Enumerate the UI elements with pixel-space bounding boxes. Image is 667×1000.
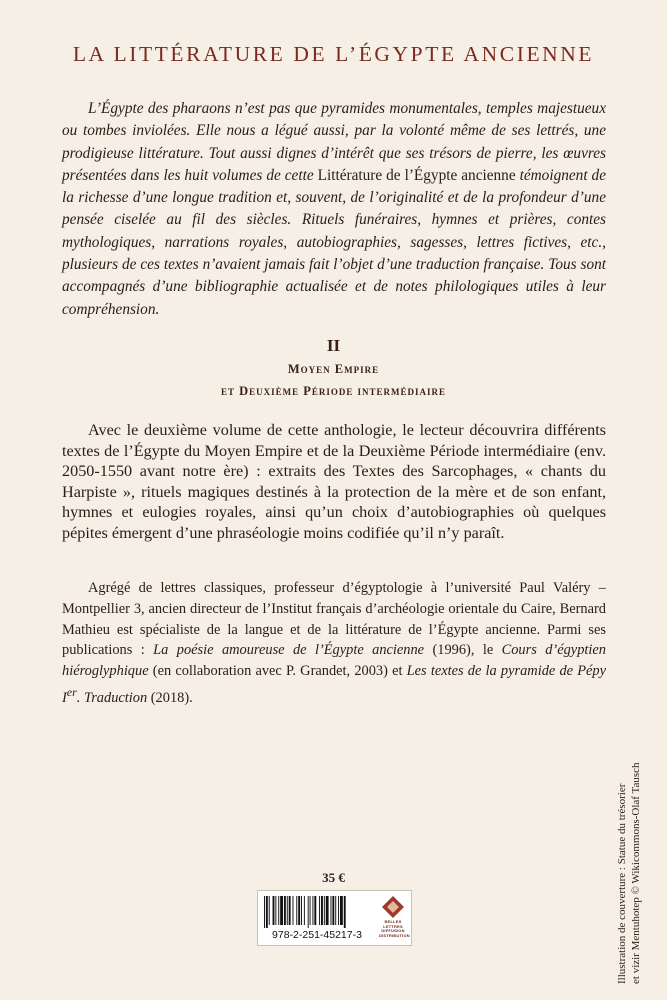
barcode-bar <box>301 896 302 925</box>
barcode-bar <box>321 896 323 925</box>
volume-number: II <box>326 336 341 355</box>
logo-line1: BELLES LETTRES <box>383 919 403 929</box>
isbn-number: 978-2-251-45217-3 <box>272 929 362 941</box>
volume-subtitle-line2: et Deuxième Période intermédiaire <box>220 384 447 398</box>
barcode-bar <box>264 896 265 928</box>
credit-line2: et vizir Mentuhotep © Wikicommons-Olaf Tausch <box>630 762 642 984</box>
barcode-bar <box>335 896 336 925</box>
barcode-bar <box>293 896 294 925</box>
barcode-bar <box>331 896 332 925</box>
barcode-bar <box>304 896 305 925</box>
barcode-bar <box>296 896 297 925</box>
barcode-bar <box>289 896 291 925</box>
barcode-bar <box>344 896 346 928</box>
barcode-bar <box>266 896 268 928</box>
bio-book2: Cours d’égyptien hiéroglyphique <box>62 642 606 680</box>
barcode-bar <box>278 896 279 925</box>
barcode-bar <box>319 896 320 925</box>
credit-line1: Illustration de couverture : Statue du trésorier <box>616 783 628 984</box>
barcode-bar <box>273 896 275 925</box>
barcode-bar <box>298 896 300 925</box>
intro-text-part2: témoignent de la richesse d’une longue tradition et, souvent, de l’originalité et de la profondeur d’une pensée ciselée au fil des siècles. Rituels funéraires, hymnes et prières, contes mythologiques, narrations royales, autobiographies, sagesses, lettres fictives, etc., plusieurs de ces textes n’avaient jamais fait l’objet d’une traduction française. Tous sont accompagnés d’une bibliographie actualisée et de notes philologiques utiles à leur compréhension. <box>62 166 606 318</box>
barcode-bar <box>326 896 329 925</box>
author-bio <box>62 578 606 709</box>
barcode-bar <box>287 896 288 925</box>
intro-title-reference: Littérature de l’Égypte ancienne <box>317 166 516 184</box>
logo-line3: DISTRIBUTION <box>379 932 410 938</box>
intro-text-part1: L’Égypte des pharaons n’est pas que pyramides monumentales, temples majestueux ou tombes inviolées. Elle nous a légué aussi, par la volonté même de ses lettrés, une prodigieuse littérature. Tout aussi dignes d’intérêt que ses trésors de pierre, les œuvres présentées dans les huit volumes de cette <box>62 100 606 184</box>
barcode-bar <box>338 896 339 925</box>
bio-after-book3: (2018). <box>147 689 193 706</box>
barcode-bar <box>280 896 283 925</box>
bio-after-book2: (en collaboration avec P. Grandet, 2003) et <box>148 663 407 680</box>
logo-line2: DIFFUSION <box>381 928 405 934</box>
bio-intro: Agrégé de lettres classiques, professeur d’égyptologie à l’université Paul Valéry – Montpellier 3, ancien directeur de l’Institut français d’archéologie orientale du Caire, Bernard Mathieu est spécialiste de la langue et de la littérature de l’Égypte ancienne. Parmi ses publications : <box>62 580 606 659</box>
bio-after-book1: (1996), le <box>424 642 502 659</box>
barcode-bar <box>312 896 313 925</box>
barcode-bar <box>324 896 325 925</box>
barcode-bar <box>308 896 309 928</box>
bio-book3-main: Les textes de la pyramide de Pépy I <box>62 663 606 706</box>
barcode-bar <box>340 896 343 925</box>
barcode-bar <box>284 896 286 925</box>
publisher-logo-text <box>379 919 410 938</box>
bio-book3-end: . Traduction <box>76 689 148 706</box>
bio-book1: La poésie amoureuse de l’Égypte ancienne <box>153 642 425 659</box>
intro-paragraph <box>62 98 606 321</box>
volume-subtitle-line1: Moyen Empire <box>287 362 380 376</box>
cover-illustration-credit <box>615 664 643 984</box>
barcode-bar <box>314 896 316 925</box>
barcode-panel <box>257 890 412 946</box>
barcode-bar <box>275 896 276 925</box>
publisher-logo <box>379 895 410 941</box>
barcode-icon <box>262 896 374 928</box>
volume-summary: Avec le deuxième volume de cette anthologie, le lecteur découvrira différents textes de l’Égypte du Moyen Empire et de la Deuxième Période intermédiaire (env. 2050-1550 avant notre ère) : extraits des Textes des Sarcophages, « chants du Harpiste », rituels magiques destinés à la protection de la mère et de son enfant, hymnes et eulogies royales, ainsi qu’un choix d’autobiographies où quelques pépites émergent d’une phraséologie moins codifiée qu’il n’y paraît. <box>62 421 606 542</box>
series-title: LA LITTÉRATURE DE L’ÉGYPTE ANCIENNE <box>72 42 595 66</box>
barcode-bar <box>310 896 311 925</box>
bio-book3-sup: er <box>66 684 77 699</box>
barcode-bar <box>269 896 270 925</box>
price-label: 35 € <box>322 870 345 885</box>
barcode-bar <box>332 896 334 925</box>
